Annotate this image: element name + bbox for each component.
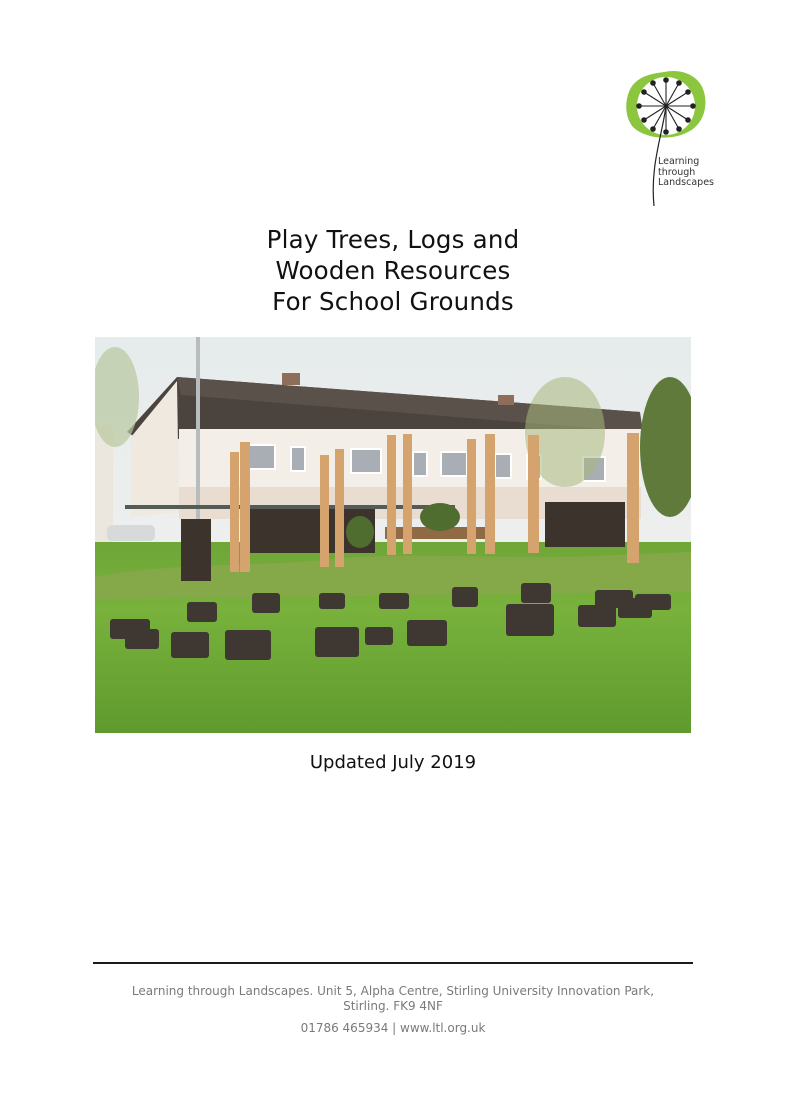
- title-line: Play Trees, Logs and: [266, 225, 520, 254]
- footer-contact: 01786 465934 | www.ltl.org.uk: [300, 1021, 486, 1035]
- footer-address-line: Stirling. FK9 4NF: [343, 999, 443, 1013]
- document-title: [193, 224, 593, 317]
- brand-name: [658, 157, 714, 189]
- cover-photo-image: [95, 337, 691, 733]
- footer: [93, 984, 693, 1036]
- brand-name-line: through: [658, 166, 696, 178]
- brand-name-line: Landscapes: [658, 177, 714, 188]
- dandelion-logo-icon: [622, 66, 732, 211]
- ltl-logo: [622, 66, 732, 211]
- updated-date: Updated July 2019: [309, 752, 477, 773]
- footer-divider: [93, 962, 693, 964]
- title-line: For School Grounds: [272, 287, 514, 316]
- footer-address-line: Learning through Landscapes. Unit 5, Alpha Centre, Stirling University Innovation Park,: [131, 984, 655, 998]
- cover-photo: [95, 337, 691, 733]
- title-line: Wooden Resources: [275, 256, 511, 285]
- brand-name-line: Learning: [658, 156, 700, 167]
